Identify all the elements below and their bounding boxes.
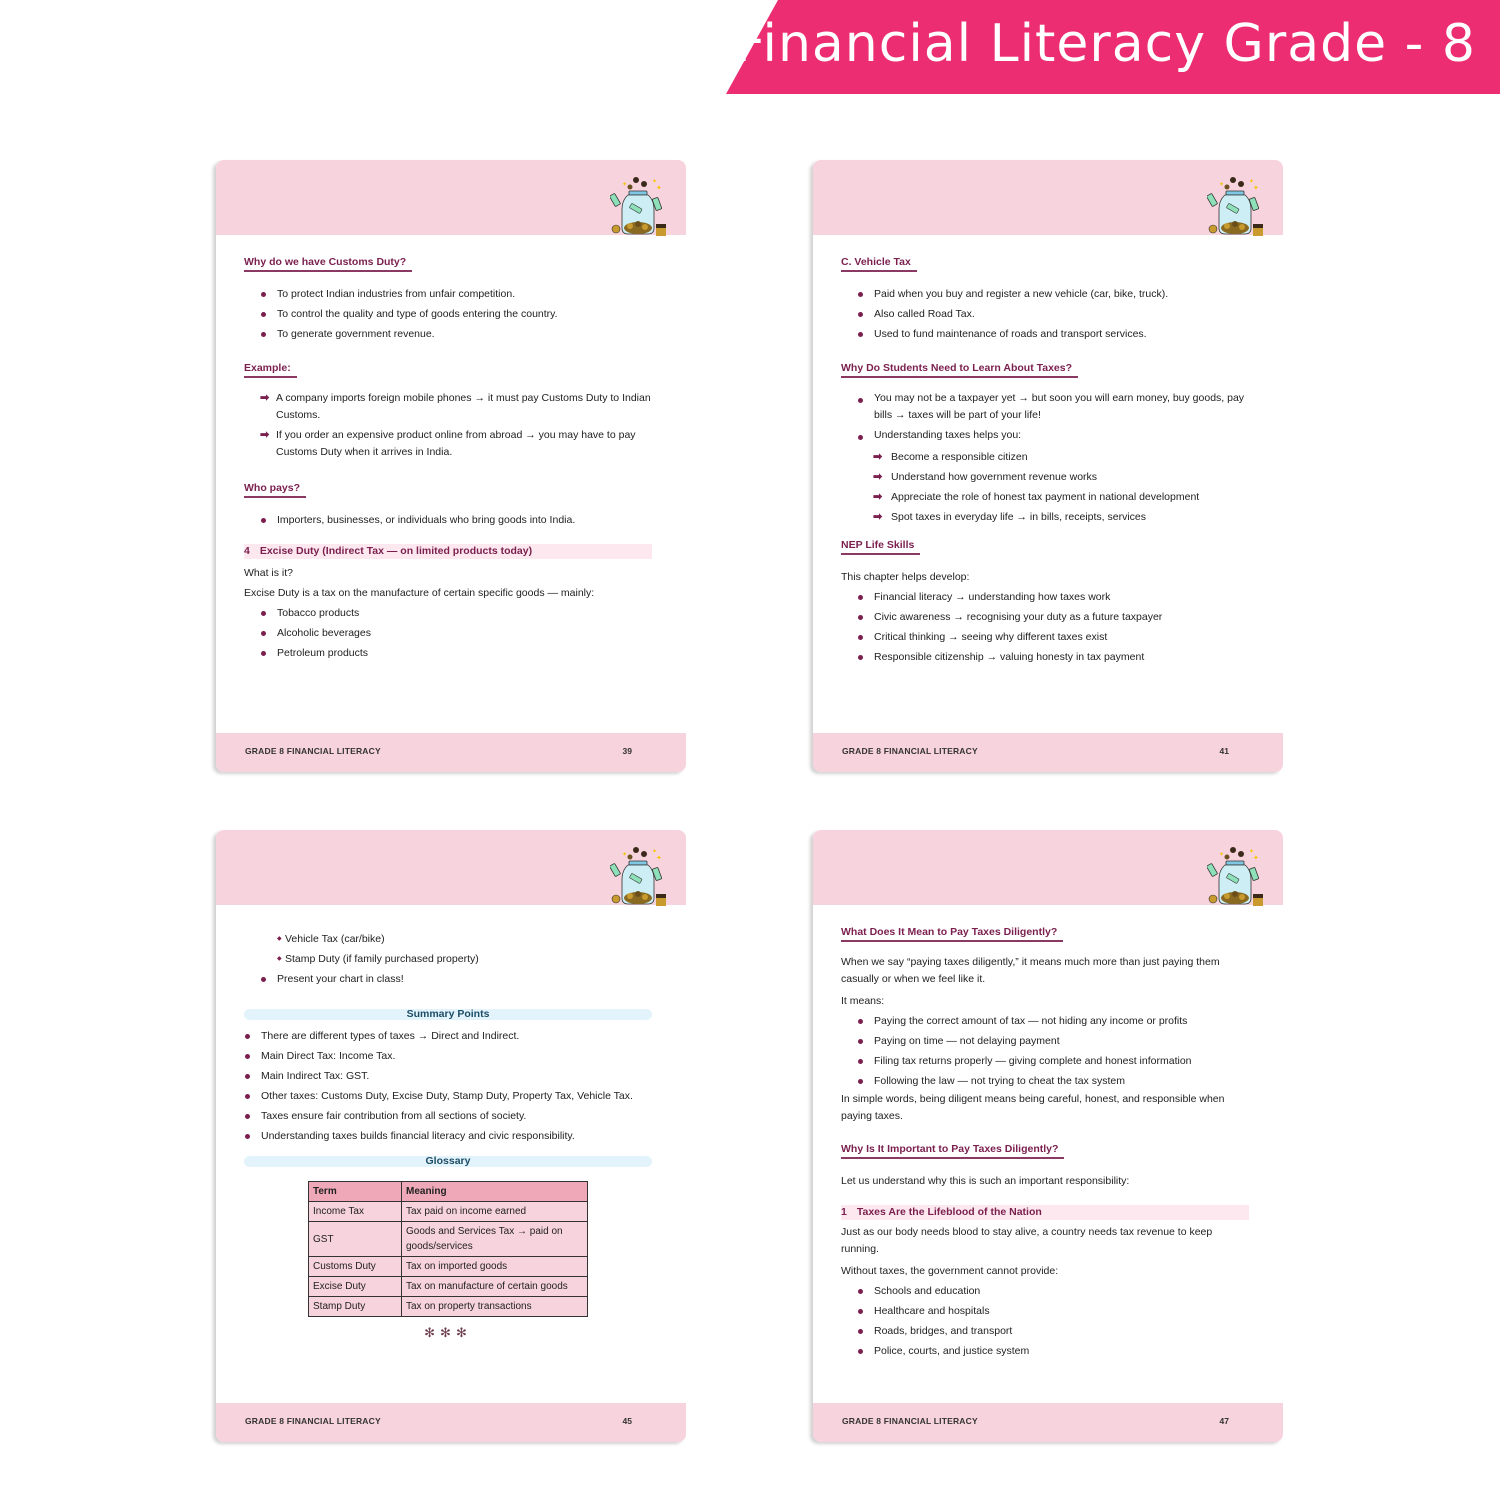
footer-label: GRADE 8 FINANCIAL LITERACY xyxy=(842,1416,978,1426)
section-heading: Why do we have Customs Duty? xyxy=(244,254,412,272)
section-heading: Why Is It Important to Pay Taxes Diligently? xyxy=(841,1141,1064,1159)
section-heading: NEP Life Skills xyxy=(841,537,920,555)
arrow-sub-list xyxy=(841,447,1251,527)
list-item: Petroleum products xyxy=(244,643,654,663)
bullet-list xyxy=(841,390,1251,444)
diamond-list xyxy=(244,929,654,969)
column-header: Meaning xyxy=(402,1182,588,1202)
list-item: To protect Indian industries from unfair competition. xyxy=(244,284,654,304)
list-item: ◆ Vehicle Tax (car/bike) xyxy=(244,929,654,949)
paragraph: Let us understand why this is such an important responsibility: xyxy=(841,1175,1130,1187)
list-item: ➡ Become a responsible citizen xyxy=(841,447,1251,467)
bullet-list xyxy=(841,1011,1251,1091)
list-item: Tobacco products xyxy=(244,603,654,623)
book-page-47 xyxy=(813,830,1283,1442)
section-heading: Why Do Students Need to Learn About Taxes? xyxy=(841,360,1078,378)
arrow-icon: ➡ xyxy=(873,491,883,503)
page-header xyxy=(813,830,1283,905)
list-item: You may not be a taxpayer yet → but soon you will earn money, buy goods, pay bills → taxes will be part of your life! xyxy=(841,390,1251,424)
page-footer xyxy=(813,1403,1283,1442)
page-header xyxy=(216,160,686,235)
page-footer xyxy=(216,1403,686,1442)
book-page-45 xyxy=(216,830,686,1442)
svg-text:✦: ✦ xyxy=(1253,185,1259,192)
glossary-heading: Glossary xyxy=(244,1156,652,1167)
money-jar-icon xyxy=(610,844,668,906)
list-item: Understanding taxes helps you: xyxy=(841,427,1251,444)
bullet-list xyxy=(841,587,1251,667)
svg-text:✦: ✦ xyxy=(656,185,662,192)
money-jar-icon xyxy=(1207,174,1265,236)
list-item: There are different types of taxes → Direct and Indirect. xyxy=(244,1026,654,1046)
list-item: Main Direct Tax: Income Tax. xyxy=(244,1046,654,1066)
list-item: ➡ A company imports foreign mobile phones → it must pay Customs Duty to Indian Customs. xyxy=(260,392,651,421)
section-heading: Who pays? xyxy=(244,480,306,498)
list-item: Critical thinking → seeing why different taxes exist xyxy=(841,627,1251,647)
page-number: 39 xyxy=(622,746,632,756)
banner-title: Financial Literacy Grade - 8 xyxy=(735,14,1476,74)
arrow-icon: ➡ xyxy=(873,451,883,463)
book-page-41 xyxy=(813,160,1283,772)
list-item: Also called Road Tax. xyxy=(841,304,1251,324)
table-row: Income Tax Tax paid on income earned xyxy=(309,1202,588,1222)
list-item: Importers, businesses, or individuals who bring goods into India. xyxy=(244,510,654,530)
list-item: Following the law — not trying to cheat the tax system xyxy=(841,1071,1251,1091)
page-content xyxy=(244,929,654,1343)
list-item: To control the quality and type of goods entering the country. xyxy=(244,304,654,324)
page-number: 41 xyxy=(1219,746,1229,756)
list-item: To generate government revenue. xyxy=(244,324,654,344)
arrow-list xyxy=(244,390,654,461)
glossary-table xyxy=(308,1181,588,1317)
bullet-list xyxy=(841,284,1251,344)
list-item: ➡ Spot taxes in everyday life → in bills, receipts, services xyxy=(841,507,1251,527)
footer-label: GRADE 8 FINANCIAL LITERACY xyxy=(842,746,978,756)
page-number: 45 xyxy=(622,1416,632,1426)
list-item: Financial literacy → understanding how taxes work xyxy=(841,587,1251,607)
arrow-icon: ➡ xyxy=(260,429,270,441)
section-end-stars: ✻✻✻ xyxy=(424,1325,472,1340)
list-item: ➡ Understand how government revenue works xyxy=(841,467,1251,487)
list-item: Civic awareness → recognising your duty as a future taxpayer xyxy=(841,607,1251,627)
table-row: GST Goods and Services Tax → paid on goods/services xyxy=(309,1222,588,1257)
arrow-icon: ➡ xyxy=(260,392,270,404)
list-item: Understanding taxes builds financial literacy and civic responsibility. xyxy=(244,1126,654,1146)
list-item: Other taxes: Customs Duty, Excise Duty, Stamp Duty, Property Tax, Vehicle Tax. xyxy=(244,1086,654,1106)
paragraph: This chapter helps develop: xyxy=(841,571,970,583)
page-footer xyxy=(813,733,1283,772)
svg-text:✦: ✦ xyxy=(652,179,658,185)
svg-text:✦: ✦ xyxy=(656,855,662,862)
svg-text:✦: ✦ xyxy=(1249,849,1255,855)
svg-text:✦: ✦ xyxy=(622,852,628,858)
svg-text:✦: ✦ xyxy=(1249,179,1255,185)
list-item: Paying the correct amount of tax — not hiding any income or profits xyxy=(841,1011,1251,1031)
list-item: Paying on time — not delaying payment xyxy=(841,1031,1251,1051)
paragraph: Excise Duty is a tax on the manufacture of certain specific goods — mainly: xyxy=(244,587,595,599)
numbered-section-heading: 1 Taxes Are the Lifeblood of the Nation xyxy=(841,1205,1249,1220)
list-item: Main Indirect Tax: GST. xyxy=(244,1066,654,1086)
summary-points-heading: Summary Points xyxy=(244,1009,652,1020)
list-item: ➡ If you order an expensive product online from abroad → you may have to pay Customs Duty when it arrives in India. xyxy=(260,429,636,458)
list-item: Alcoholic beverages xyxy=(244,623,654,643)
bullet-list xyxy=(244,284,654,344)
footer-label: GRADE 8 FINANCIAL LITERACY xyxy=(245,746,381,756)
svg-text:✦: ✦ xyxy=(1219,852,1225,858)
list-item: Used to fund maintenance of roads and transport services. xyxy=(841,324,1251,344)
table-row: Customs Duty Tax on imported goods xyxy=(309,1257,588,1277)
numbered-section-heading: 4 Excise Duty (Indirect Tax — on limited products today) xyxy=(244,544,652,559)
list-item: Healthcare and hospitals xyxy=(841,1301,1251,1321)
bullet-list xyxy=(841,1281,1251,1361)
list-item: Taxes ensure fair contribution from all sections of society. xyxy=(244,1106,654,1126)
bullet-list xyxy=(244,969,654,989)
paragraph: When we say “paying taxes diligently,” it means much more than just paying them casually or when we feel like it. xyxy=(841,956,1220,985)
table-row: Stamp Duty Tax on property transactions xyxy=(309,1297,588,1317)
arrow-icon: ➡ xyxy=(873,471,883,483)
summary-list xyxy=(244,1026,654,1146)
svg-text:✦: ✦ xyxy=(652,849,658,855)
paragraph: It means: xyxy=(841,995,885,1007)
list-item: Schools and education xyxy=(841,1281,1251,1301)
paragraph: In simple words, being diligent means being careful, honest, and responsible when paying taxes. xyxy=(841,1093,1225,1122)
paragraph: What is it? xyxy=(244,567,294,579)
paragraph: Without taxes, the government cannot provide: xyxy=(841,1265,1059,1277)
money-jar-icon xyxy=(610,174,668,236)
footer-label: GRADE 8 FINANCIAL LITERACY xyxy=(245,1416,381,1426)
section-heading: Example: xyxy=(244,360,297,378)
list-item: Police, courts, and justice system xyxy=(841,1341,1251,1361)
page-content xyxy=(841,252,1251,667)
section-heading: C. Vehicle Tax xyxy=(841,254,917,272)
arrow-icon: ➡ xyxy=(873,511,883,523)
list-item: Filing tax returns properly — giving complete and honest information xyxy=(841,1051,1251,1071)
page-header xyxy=(813,160,1283,235)
svg-text:✦: ✦ xyxy=(622,182,628,188)
svg-text:✦: ✦ xyxy=(1253,855,1259,862)
list-item: Paid when you buy and register a new vehicle (car, bike, truck). xyxy=(841,284,1251,304)
section-heading: What Does It Mean to Pay Taxes Diligently? xyxy=(841,924,1063,942)
column-header: Term xyxy=(309,1182,402,1202)
table-row: Excise Duty Tax on manufacture of certain goods xyxy=(309,1277,588,1297)
page-number: 47 xyxy=(1219,1416,1229,1426)
paragraph: Just as our body needs blood to stay alive, a country needs tax revenue to keep running. xyxy=(841,1226,1213,1255)
page-footer xyxy=(216,733,686,772)
list-item: Present your chart in class! xyxy=(244,969,654,989)
table-header-row xyxy=(309,1182,588,1202)
book-page-39 xyxy=(216,160,686,772)
list-item: Roads, bridges, and transport xyxy=(841,1321,1251,1341)
page-content xyxy=(841,922,1251,1361)
list-item: ◆ Stamp Duty (if family purchased property) xyxy=(244,949,654,969)
page-content xyxy=(244,252,654,663)
list-item: ➡ Appreciate the role of honest tax payment in national development xyxy=(841,487,1251,507)
bullet-list xyxy=(244,603,654,663)
svg-text:✦: ✦ xyxy=(1219,182,1225,188)
page-header xyxy=(216,830,686,905)
bullet-list xyxy=(244,510,654,530)
money-jar-icon xyxy=(1207,844,1265,906)
list-item: Responsible citizenship → valuing honesty in tax payment xyxy=(841,647,1251,667)
